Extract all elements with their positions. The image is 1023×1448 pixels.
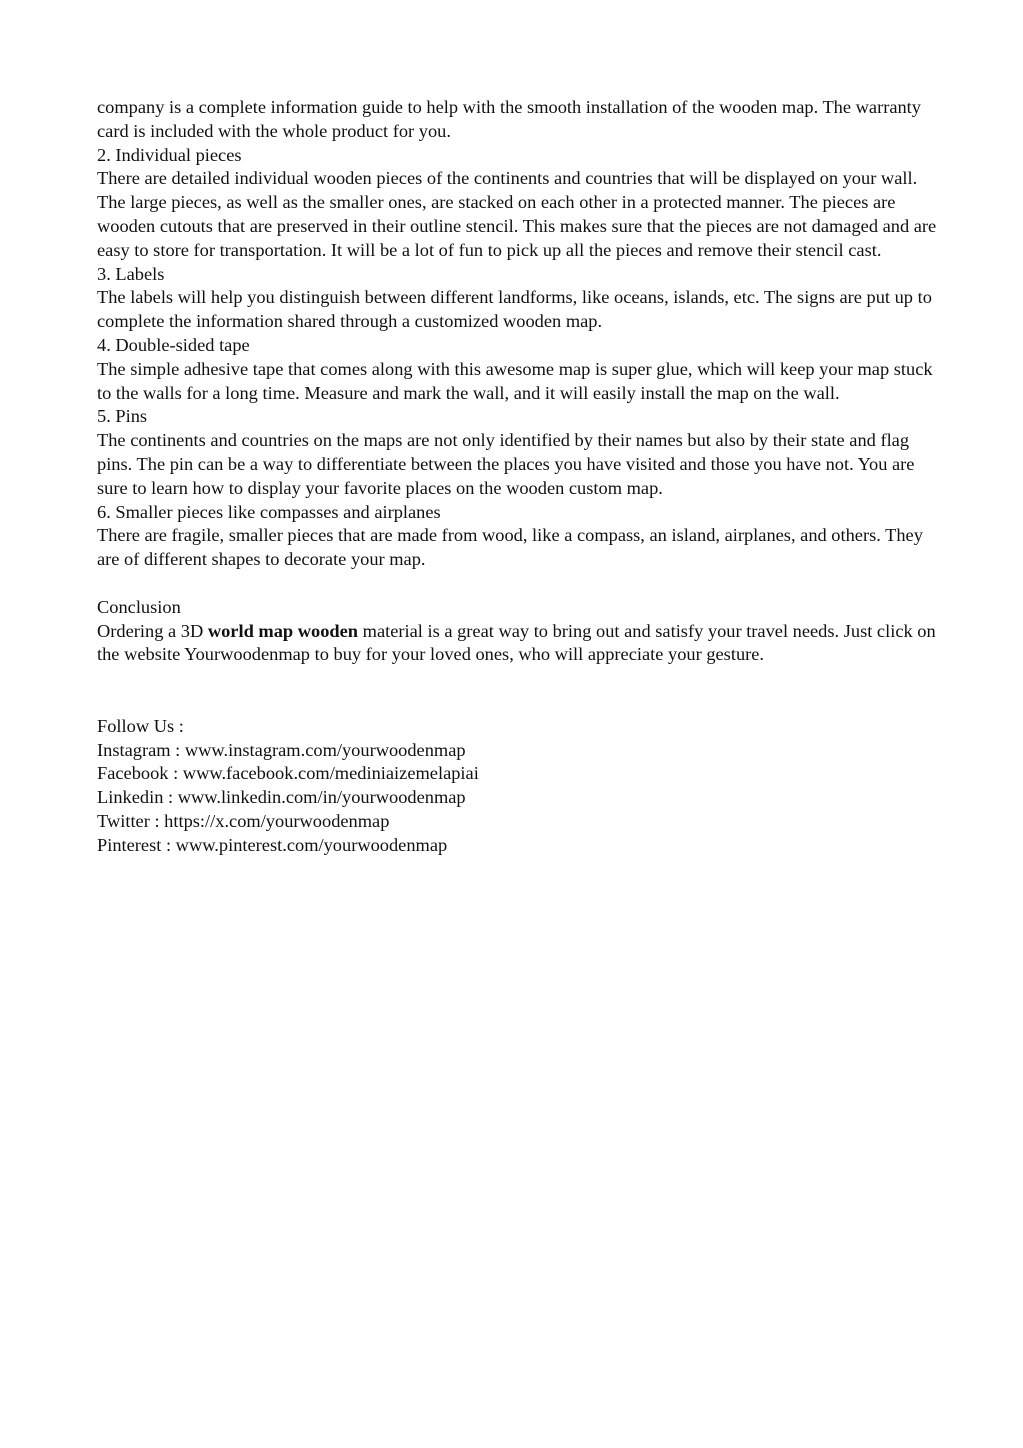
follow-us-section <box>97 715 937 858</box>
section-body: There are detailed individual wooden pieces of the continents and countries that will be displayed on your wall. The large pieces, as well as the smaller ones, are stacked on each other in a protected manner. The pieces are wooden cutouts that are preserved in their outline stencil. This makes sure that the pieces are not damaged and are easy to store for transportation. It will be a lot of fun to pick up all the pieces and remove their stencil cast. <box>97 168 937 260</box>
section-double-sided-tape <box>97 334 937 405</box>
social-link-linkedin: Linkedin : www.linkedin.com/in/yourwoodenmap <box>97 787 466 808</box>
section-body: The simple adhesive tape that comes along with this awesome map is super glue, which will keep your map stuck to the walls for a long time. Measure and mark the wall, and it will easily install the map on the wall. <box>97 358 933 403</box>
social-link-pinterest: Pinterest : www.pinterest.com/yourwoodenmap <box>97 834 448 855</box>
section-labels <box>97 263 937 334</box>
section-heading: 5. Pins <box>97 406 148 427</box>
section-pins <box>97 405 937 500</box>
document-page <box>97 96 937 858</box>
section-body: The continents and countries on the maps are not only identified by their names but also by their state and flag pins. The pin can be a way to differentiate between the places you have visited and those you have not. You are sure to learn how to display your favorite places on the wooden custom map. <box>97 430 915 498</box>
conclusion-text-before: Ordering a 3D <box>97 620 208 641</box>
spacer <box>97 667 937 715</box>
section-individual-pieces <box>97 144 937 263</box>
spacer <box>97 572 937 596</box>
follow-us-heading: Follow Us : <box>97 715 184 736</box>
section-heading: 2. Individual pieces <box>97 144 242 165</box>
conclusion-section <box>97 596 937 667</box>
conclusion-paragraph <box>97 620 937 668</box>
social-link-facebook: Facebook : www.facebook.com/mediniaizemelapiai <box>97 763 479 784</box>
intro-paragraph: company is a complete information guide to help with the smooth installation of the wooden map. The warranty card is included with the whole product for you. <box>97 97 921 141</box>
conclusion-text-after: material is a great way to bring out and satisfy your travel needs. Just click on the website Yourwoodenmap to buy for your loved ones, who will appreciate your gesture. <box>97 620 936 665</box>
social-link-instagram: Instagram : www.instagram.com/yourwoodenmap <box>97 739 466 760</box>
section-heading: 6. Smaller pieces like compasses and airplanes <box>97 501 441 522</box>
section-body: The labels will help you distinguish between different landforms, like oceans, islands, etc. The signs are put up to complete the information shared through a customized wooden map. <box>97 287 932 332</box>
section-heading: 4. Double-sided tape <box>97 334 250 355</box>
conclusion-keyword-link: world map wooden <box>207 620 359 641</box>
section-smaller-pieces <box>97 501 937 572</box>
social-link-twitter: Twitter : https://x.com/yourwoodenmap <box>97 810 390 831</box>
section-heading: 3. Labels <box>97 263 165 284</box>
conclusion-heading: Conclusion <box>97 596 181 617</box>
section-body: There are fragile, smaller pieces that are made from wood, like a compass, an island, airplanes, and others. They are of different shapes to decorate your map. <box>97 525 923 570</box>
